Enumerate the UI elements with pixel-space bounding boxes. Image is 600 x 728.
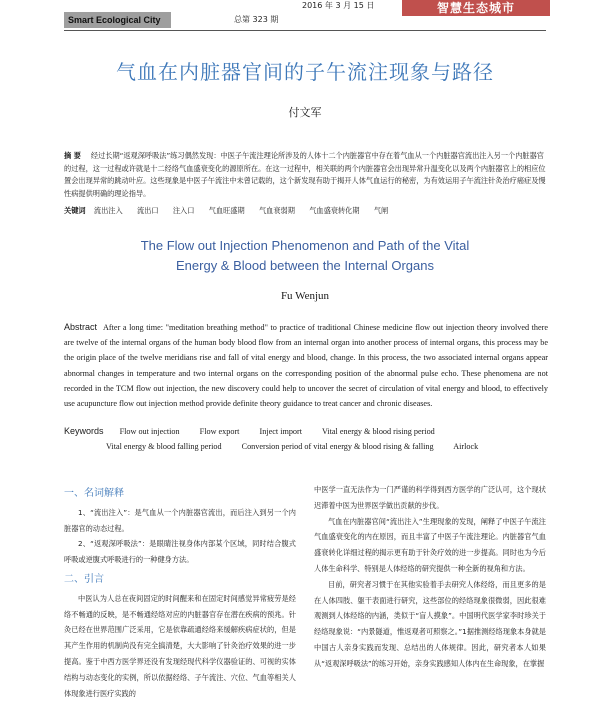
english-author: Fu Wenjun — [280, 290, 330, 302]
body-paragraph: 1、“流出注入”：是气血从一个内脏器官流出，而后注入到另一个内脏器官的动态过程。 — [64, 507, 296, 533]
english-keyword: Vital energy & blood rising period — [321, 427, 435, 436]
english-keyword: Airlock — [453, 442, 479, 451]
english-title — [64, 236, 546, 276]
english-keywords — [64, 424, 548, 454]
english-abstract-label: Abstract — [64, 322, 98, 332]
section-heading: 一、名词解释 — [64, 488, 124, 499]
journal-name: Smart Ecological City — [64, 12, 171, 28]
chinese-keyword: 气闸 — [373, 206, 389, 215]
chinese-title: 气血在内脏器官间的子午流注现象与路径 — [116, 60, 494, 84]
english-keyword: Flow export — [199, 427, 240, 436]
chinese-abstract-label: 摘 要 — [64, 151, 81, 160]
english-title-line: Energy & Blood between the Internal Organs — [176, 258, 434, 273]
journal-header — [64, 1, 544, 30]
header-divider — [64, 30, 546, 31]
chinese-abstract-text: 经过长期“返观深呼吸法”练习偶然发现：中医子午流注理论所涉及的人体十二个内脏器官中存在着气血从一个内脏器官流出注入另一个内脏器官的过程，这一过程或许就是十二经络气血盛衰变化的源原所在。在这一过程中，相关联的两个内脏器官会出现异常升温变化以及两个内脏器官上的相应位置会出现异常的跳动叶应。这些现象是中医子午流注中未曾记载的，这个新发现有助于揭开人体气血运行的秘密，为有效运用子午流注针灸治疗癌症及慢性病提供明确的理论指导。 — [64, 151, 546, 198]
english-keywords-row — [64, 424, 548, 439]
body-column-right — [314, 482, 546, 672]
english-keyword: Vital energy & blood falling period — [106, 442, 222, 451]
chinese-keyword: 气血衰弱期 — [258, 206, 295, 215]
english-abstract — [64, 320, 548, 411]
chinese-keyword: 气血盛衰转化期 — [309, 206, 360, 215]
body-paragraph: 目前，研究者习惯于在其他实验着手去研究人体经络，而且更多的是在人体四肢、躯干表面进行研究，这些部位的经络现象很微弱，因此很难观测到人体经络的内涵，类似于“盲人摸象”。中国明代医学家李时珍关于经络现象说：“内景隧道，惟返观者可照察之。”1据推测经络现象本身就是中国古人亲身实践而发现、总结出的人体规律。因此，研究者本人如果从“返观深呼吸法”的练习开始，亲身实践感知人体内在生命现象，在掌握 — [314, 579, 546, 668]
chinese-abstract — [64, 150, 548, 200]
english-keywords-label: Keywords — [64, 426, 104, 436]
body-paragraph: 2、“返观深呼吸法”：是眼睛注视身体内部某个区域，同时结合腹式呼吸或逆腹式呼吸进行的一种健身方法。 — [64, 539, 296, 565]
chinese-keyword: 流出注入 — [93, 206, 123, 215]
section-heading: 二、引言 — [64, 573, 104, 585]
chinese-keyword: 注入口 — [172, 206, 195, 215]
english-title-line: The Flow out Injection Phenomenon and Path of the Vital — [140, 238, 470, 253]
body-paragraph: 中医学一直无法作为一门严谨的科学得到西方医学的广泛认可，这个现状迟滞着中医为世界医学做出贡献的步伐。 — [314, 485, 546, 510]
body-paragraph: 中医认为人总在夜间固定的时间醒来和在固定时间感觉异常疲劳是经络不畅通的反映，是不畅通经络对应的内脏器官存在潜在疾病的预兆。针灸已经在世界范围广泛采用，它是依靠疏通经络来缓解疾病症状的，但是其产生作用的机制尚没有完全搞清楚，大大影响了针灸治疗效果的进一步提高。鉴于中西方医学界还没有发现经现代科学仪器验证的、可视的实体结构与动态变化的实例，所以依据经络、子午流注、穴位、气血等相关人体现象进行医疗实践的 — [64, 593, 296, 698]
issue-number: 总第 323 期 — [234, 15, 279, 24]
english-keywords-row — [64, 439, 548, 454]
english-keyword: Inject import — [259, 427, 303, 436]
body-paragraph: 气血在内脏器官间“流出注入”生理现象的发现，阐释了中医子午流注气血盛衰变化的内在原因，而且丰富了中医子午流注理论。内脏器官气血盛衰转化详细过程的揭示更有助于针灸疗效的进一步提高。同时也为今后人体生命科学、特别是人体经络的研究提供一种全新的视角和方法。 — [314, 516, 546, 573]
english-keyword: Flow out injection — [119, 427, 180, 436]
chinese-keyword: 流出口 — [136, 206, 159, 215]
english-keyword: Conversion period of vital energy & blood rising & falling — [241, 442, 434, 451]
journal-brand-banner: 智慧生态城市 — [402, 0, 550, 16]
chinese-keywords — [64, 206, 548, 216]
chinese-keywords-label: 关键词 — [64, 206, 86, 215]
english-abstract-text: After a long time: "meditation breathing method" to practice of traditional Chinese medicine flow out injection theory involved there are twelve of the internal organs of the human body blood flow from an internal organ into another process of internal organs, this process may be the origin place of the twelve meridians rise and fall of vital energy and blood, change. In this process, the two associated internal organs appear abnormal changes in temperature and two internal organs on the corresponding position of the abnormal pulse echo. These phenomena are not recorded in the TCM flow out injection, the new discovery could help to uncover the secret of circulation of vital energy and blood, to effectively use acupuncture flow out injection method provide definite theory guidance to treat cancer and chronic diseases. — [64, 323, 548, 409]
chinese-author: 付文军 — [288, 106, 322, 119]
body-column-left — [64, 482, 296, 701]
chinese-keyword: 气血旺盛期 — [208, 206, 245, 215]
publish-date: 2016 年 3 月 15 日 — [302, 1, 375, 10]
